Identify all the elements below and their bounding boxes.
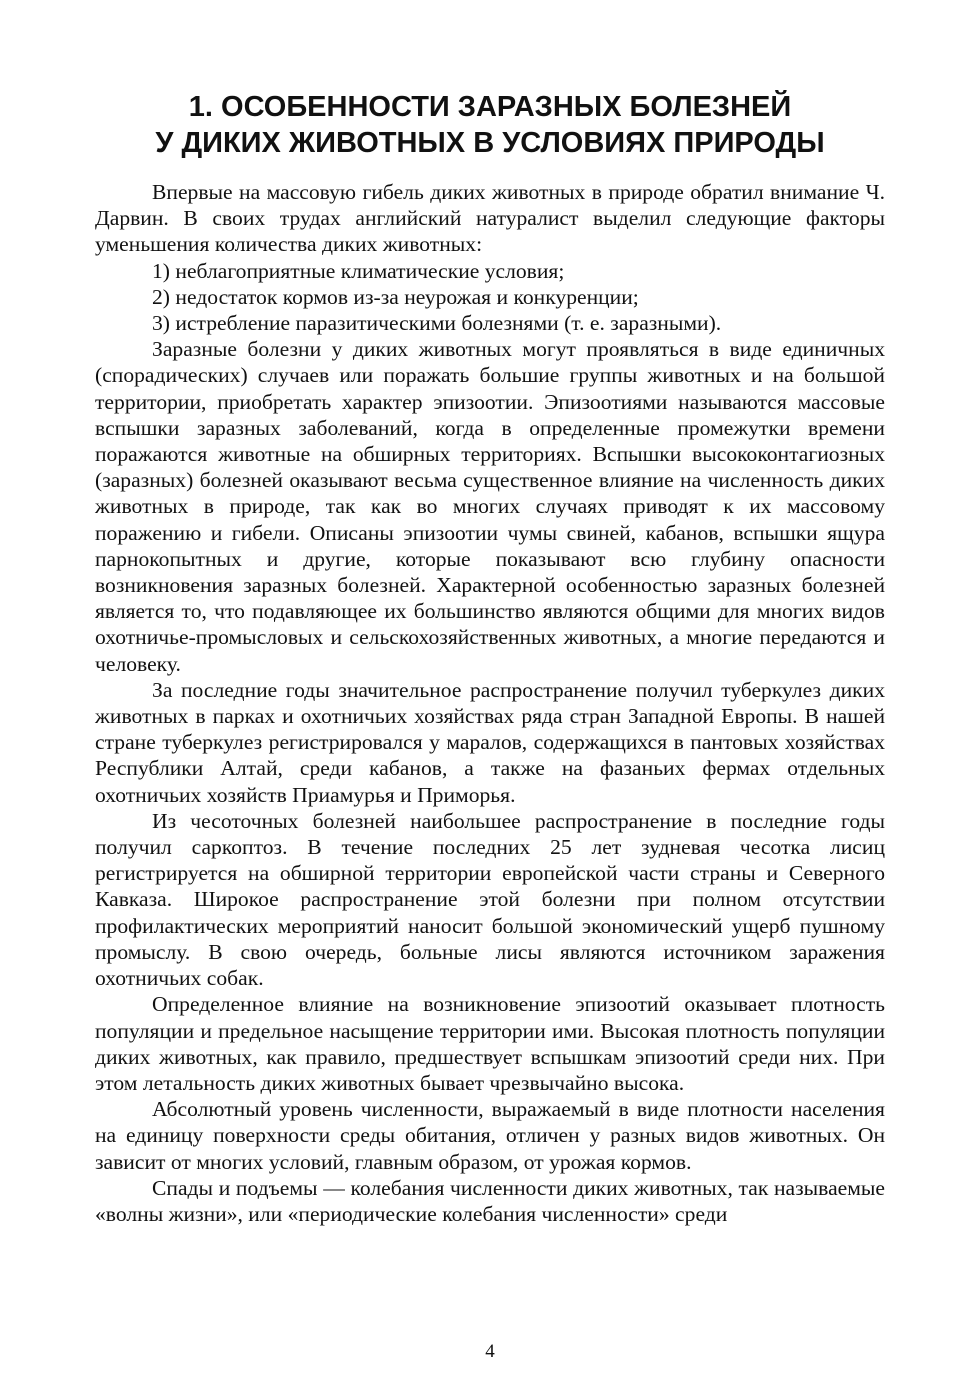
paragraph-sarcoptosis: Из чесоточных болезней наибольшее распространение в последние годы получил саркоптоз. В течение последних 25 лет зудневая чесотка лисиц регистрируется на обширной территории европейской части страны и Северного Кавказа. Широкое распространение этой болезни при полном отсутствии профилактических мероприятий наносит большой экономический ущерб пушному промыслу. В свою очередь, больные лисы являются источником заражения охотничьих собак. <box>95 808 885 991</box>
chapter-title <box>95 89 885 161</box>
chapter-title-line-2: У ДИКИХ ЖИВОТНЫХ В УСЛОВИЯХ ПРИРОДЫ <box>155 127 825 159</box>
paragraph-diseases: Заразные болезни у диких животных могут проявляться в виде единичных (спорадических) случаев или поражать большие группы животных и на большой территории, приобретать характер эпизоотии. Эпизоотиями называются массовые вспышки заразных заболеваний, когда в определенные промежутки времени поражаются животные на обширных территориях. Вспышки высококонтагиозных (заразных) болезней оказывают весьма существенное влияние на численность диких животных в природе, так как во многих случаях приводят к их массовому поражению и гибели. Описаны эпизоотии чумы свиней, кабанов, вспышки ящура парнокопытных и другие, которые показывают всю глубину опасности возникновения заразных болезней. Характерной особенностью заразных болезней является то, что подавляющее их большинство являются общими для многих видов охотничье-промысловых и сельскохозяйственных животных, а многие передаются и человеку. <box>95 337 885 676</box>
factor-list-item: 1) неблагоприятные климатические условия; <box>152 258 565 283</box>
intro-paragraph: Впервые на массовую гибель диких животных в природе обратил внимание Ч. Дарвин. В своих трудах английский натуралист выделил следующие факторы уменьшения количества диких животных: <box>95 180 885 257</box>
paragraph-population-waves: Спады и подъемы — колебания численности диких животных, так называемые «волны жизни», или «периодические колебания численности» среди <box>95 1175 885 1226</box>
factor-list <box>95 258 885 337</box>
body-text <box>95 179 885 1227</box>
paragraph-tuberculosis: За последние годы значительное распространение получил туберкулез диких животных в парках и охотничьих хозяйствах ряда стран Западной Европы. В нашей стране туберкулез регистрировался у маралов, содержащихся в пантовых хозяйствах Республики Алтай, среди кабанов, а также на фазаньих фермах отдельных охотничьих хозяйств Приамурья и Приморья. <box>95 677 885 807</box>
factor-list-item: 3) истребление паразитическими болезнями (т. е. заразными). <box>152 311 722 336</box>
page-number: 4 <box>485 1341 495 1362</box>
paragraph-population-density: Определенное влияние на возникновение эпизоотий оказывает плотность популяции и предельное насыщение территории ими. Высокая плотность популяции диких животных, как правило, предшествует вспышкам эпизоотий среди них. При этом летальность диких животных бывает чрезвычайно высока. <box>95 992 885 1095</box>
chapter-title-line-1: 1. ОСОБЕННОСТИ ЗАРАЗНЫХ БОЛЕЗНЕЙ <box>188 91 792 123</box>
paragraph-abundance-level: Абсолютный уровень численности, выражаемый в виде плотности населения на единицу поверхности среды обитания, отличен у разных видов животных. Он зависит от многих условий, главным образом, от урожая кормов. <box>95 1097 885 1174</box>
factor-list-item: 2) недостаток кормов из-за неурожая и конкуренции; <box>152 284 639 309</box>
